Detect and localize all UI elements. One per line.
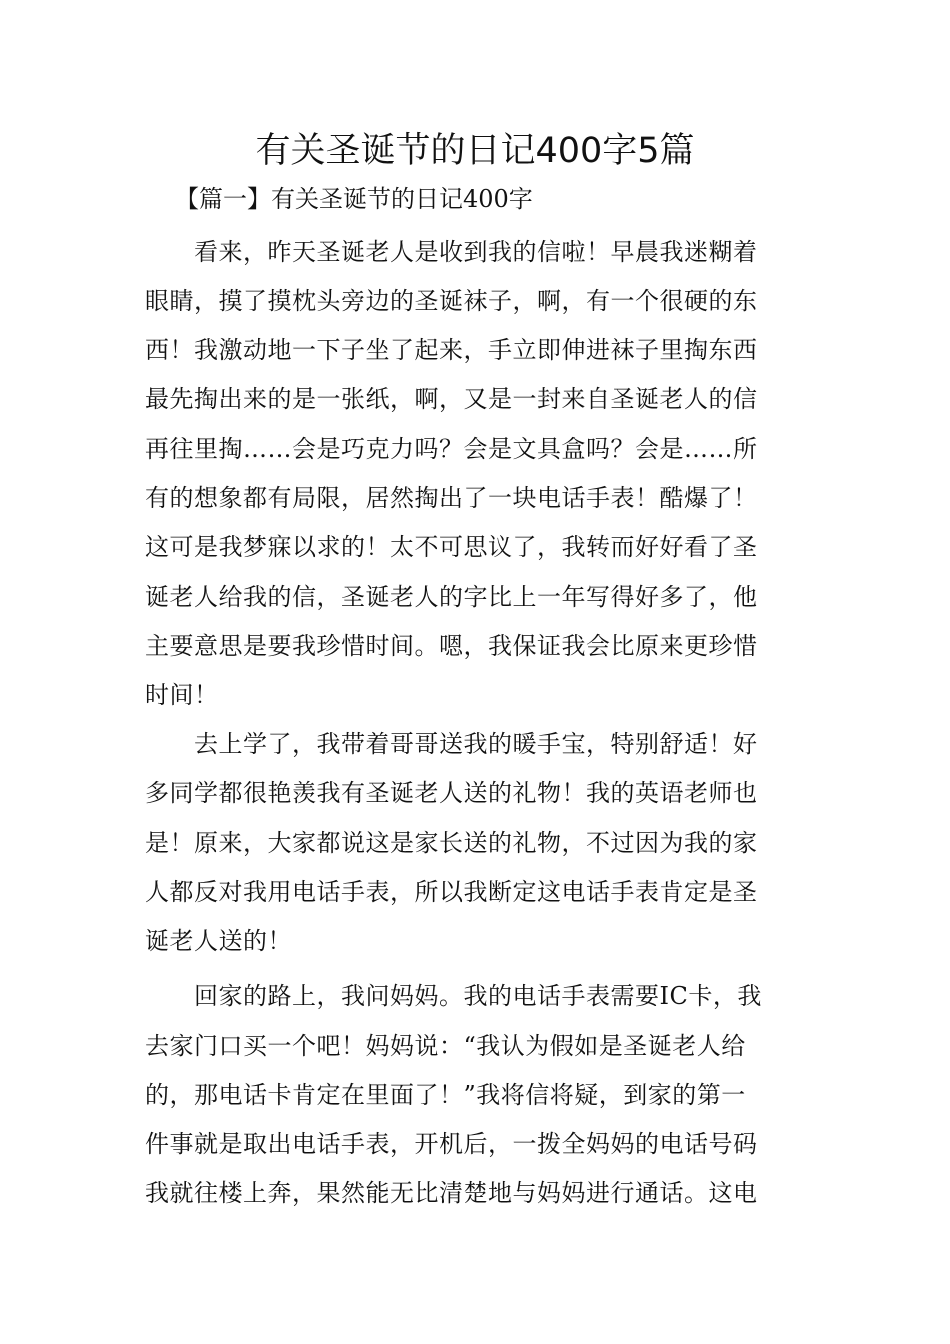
body-line: 这可是我梦寐以求的！太不可思议了，我转而好好看了圣 [145,533,758,561]
body-line: 看来，昨天圣诞老人是收到我的信啦！早晨我迷糊着 [145,238,758,266]
body-line: 诞老人给我的信，圣诞老人的字比上一年写得好多了，他 [145,583,758,611]
body-line: 的，那电话卡肯定在里面了！”我将信将疑，到家的第一 [145,1081,746,1109]
body-line: 是！原来，大家都说这是家长送的礼物，不过因为我的家 [145,829,758,857]
body-line: 件事就是取出电话手表，开机后，一拨全妈妈的电话号码 [145,1130,758,1158]
body-line: 再往里掏……会是巧克力吗？会是文具盒吗？会是……所 [145,435,758,463]
document-title: 有关圣诞节的日记400字5篇 [255,131,695,171]
body-line: 去上学了，我带着哥哥送我的暖手宝，特别舒适！好 [145,730,758,758]
body-line: 最先掏出来的是一张纸，啊，又是一封来自圣诞老人的信 [145,385,758,413]
body-line: 主要意思是要我珍惜时间。嗯，我保证我会比原来更珍惜 [145,632,758,660]
section-heading: 【篇一】有关圣诞节的日记400字 [175,185,533,213]
body-line: 眼睛，摸了摸枕头旁边的圣诞袜子，啊，有一个很硬的东 [145,287,758,315]
body-line: 人都反对我用电话手表，所以我断定这电话手表肯定是圣 [145,878,758,906]
body-line: 去家门口买一个吧！妈妈说：“我认为假如是圣诞老人给 [145,1032,746,1060]
body-line: 我就往楼上奔，果然能无比清楚地与妈妈进行通话。这电 [145,1179,758,1207]
body-line: 多同学都很艳羡我有圣诞老人送的礼物！我的英语老师也 [145,779,758,807]
body-line: 有的想象都有局限，居然掏出了一块电话手表！酷爆了！ [145,484,758,512]
body-line: 诞老人送的！ [145,927,292,955]
body-line: 回家的路上，我问妈妈。我的电话手表需要IC卡，我 [145,982,762,1010]
body-line: 西！我激动地一下子坐了起来，手立即伸进袜子里掏东西 [145,336,758,364]
body-line: 时间！ [145,681,219,709]
